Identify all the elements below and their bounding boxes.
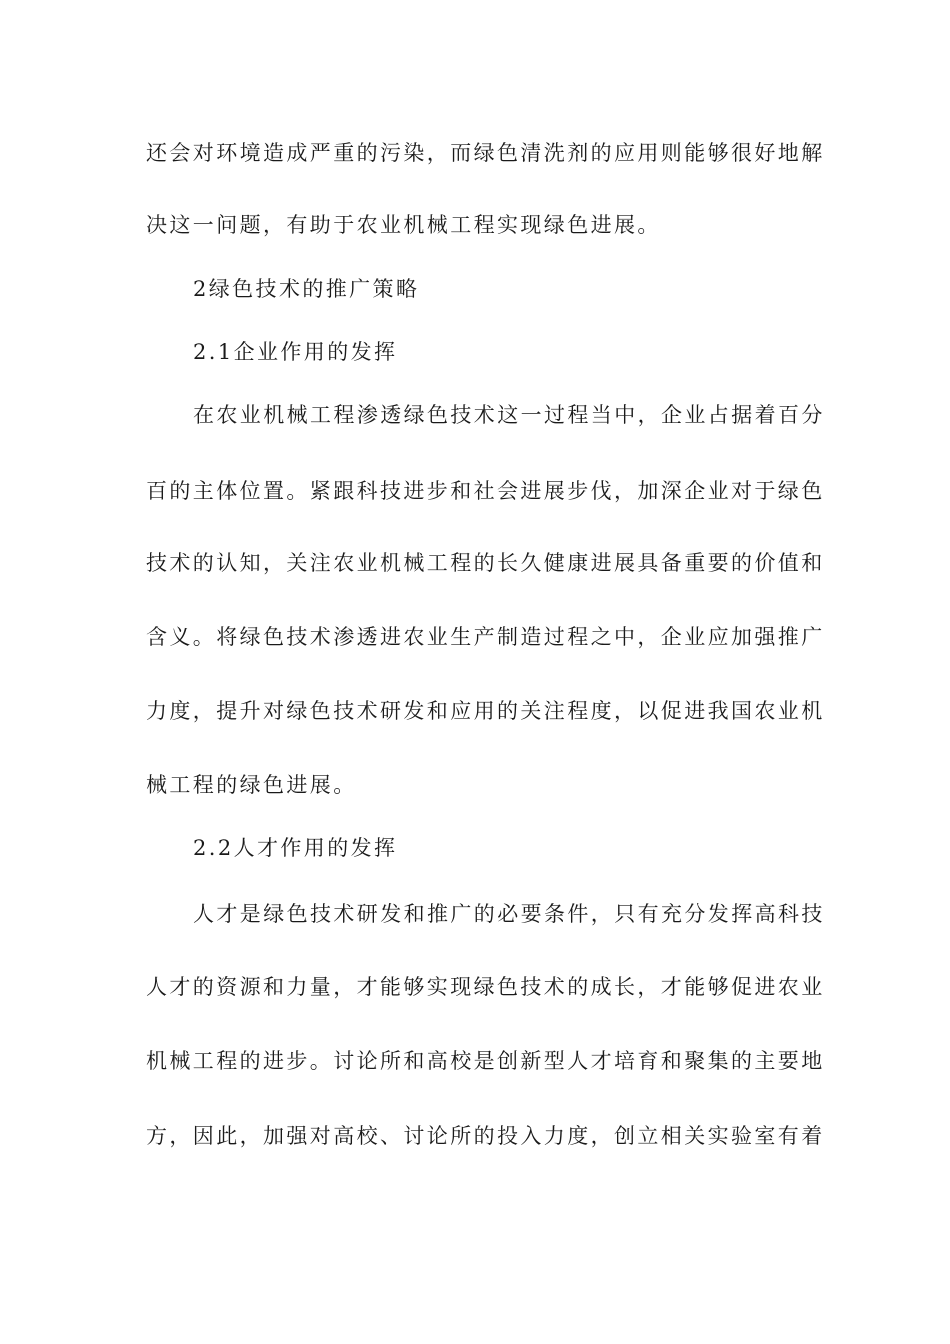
section-heading: 2绿色技术的推广策略 [193,277,420,301]
paragraph-line: 含义。将绿色技术渗透进农业生产制造过程之中，企业应加强推广 [146,625,825,649]
paragraph-line: 技术的认知，关注农业机械工程的长久健康进展具备重要的价值和 [146,551,825,575]
paragraph-line: 决这一问题，有助于农业机械工程实现绿色进展。 [146,213,661,237]
paragraph-line: 还会对环境造成严重的污染，而绿色清洗剂的应用则能够很好地解 [146,141,825,165]
paragraph-line: 机械工程的进步。讨论所和高校是创新型人才培育和聚集的主要地 [146,1049,825,1073]
paragraph-line: 百的主体位置。紧跟科技进步和社会进展步伐，加深企业对于绿色 [146,479,825,503]
paragraph-line: 人才是绿色技术研发和推广的必要条件，只有充分发挥高科技 [193,902,825,926]
paragraph-line: 方，因此，加强对高校、讨论所的投入力度，创立相关实验室有着 [146,1124,825,1148]
subsection-heading: 2.1企业作用的发挥 [193,340,398,364]
paragraph-line: 力度，提升对绿色技术研发和应用的关注程度，以促进我国农业机 [146,699,825,723]
paragraph-line: 械工程的绿色进展。 [146,773,357,797]
subsection-heading: 2.2人才作用的发挥 [193,836,398,860]
paragraph-line: 人才的资源和力量，才能够实现绿色技术的成长，才能够促进农业 [146,975,825,999]
paragraph-line: 在农业机械工程渗透绿色技术这一过程当中，企业占据着百分 [193,403,825,427]
